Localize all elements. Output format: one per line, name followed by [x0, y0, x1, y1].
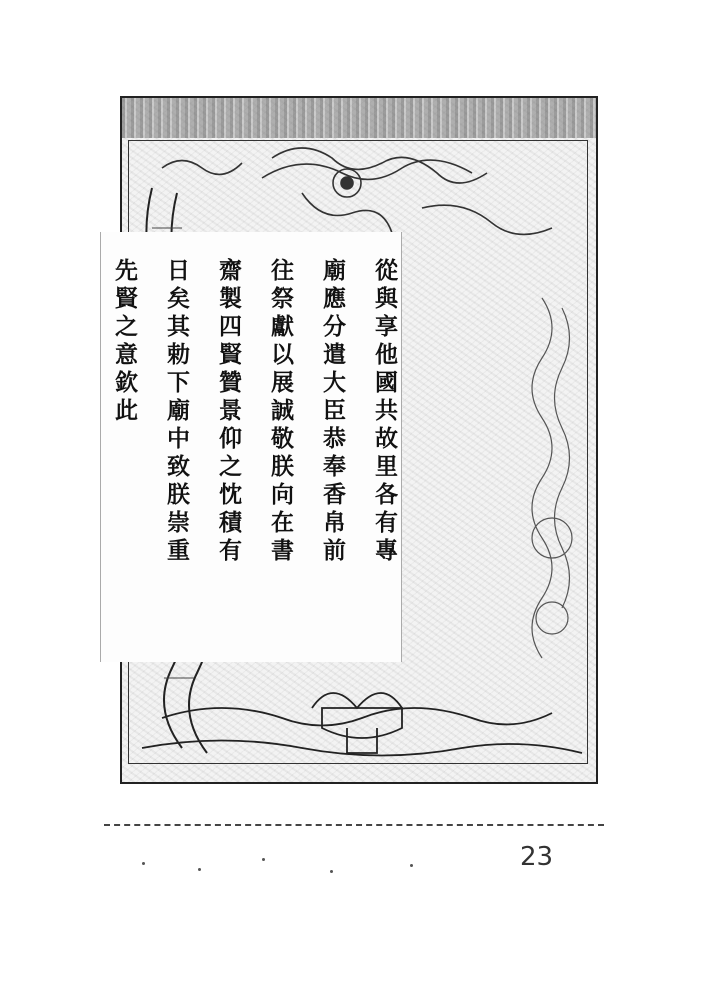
speck: [198, 868, 201, 871]
text-column-4: 齋製四賢贊景仰之忱積有: [215, 258, 242, 566]
speck: [142, 862, 145, 865]
page-number: 23: [520, 842, 554, 872]
speck: [262, 858, 265, 861]
bottom-rule: [104, 824, 604, 826]
text-column-2: 廟應分遣大臣恭奉香帛前: [319, 258, 346, 566]
speck: [330, 870, 333, 873]
text-column-3: 往祭獻以展誠敬朕向在書: [267, 258, 294, 566]
text-column-6: 先賢之意欽此: [111, 258, 138, 426]
text-column-1: 從與享他國共故里各有專: [371, 258, 398, 566]
speck: [410, 864, 413, 867]
text-column-5: 日矣其勅下廟中致朕崇重: [163, 258, 190, 566]
text-columns: [108, 258, 400, 638]
